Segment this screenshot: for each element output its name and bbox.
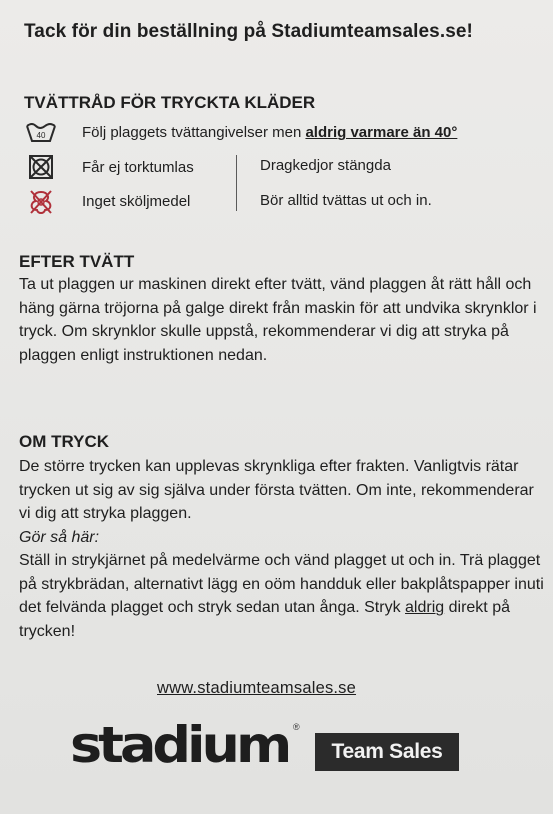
ironing-instructions: [19, 549, 544, 643]
after-wash-heading: EFTER TVÄTT: [19, 252, 135, 271]
care-text-wash-plain: Följ plaggets tvättangivelser men: [82, 123, 306, 141]
care-divider: [236, 155, 237, 211]
about-print-intro: De större trycken kan upplevas skrynkliga efter frakten. Vanligtvis rätar trycken ut sig av sig själva under första tvätten. Om inte, rekommenderar vi dig att stryka plaggen.: [19, 458, 534, 522]
zipper-note: Dragkedjor stängda: [260, 157, 391, 174]
care-text-wash: [82, 124, 457, 141]
about-print-text: [19, 455, 544, 643]
care-text-softener: Inget sköljmedel: [82, 192, 191, 210]
inside-out-note: Bör alltid tvättas ut och in.: [260, 192, 432, 209]
ironing-text-end: direkt på trycken!: [19, 599, 510, 640]
no-fabric-softener-icon: [24, 188, 58, 214]
no-tumble-dry-icon: [24, 154, 58, 180]
wash-temp-label: 40: [36, 131, 46, 140]
after-wash-text: Ta ut plaggen ur maskinen direkt efter tvätt, vänd plaggen åt rätt håll och häng gärna tröjorna på galge direkt från maskin för att undvika skrynklor i tryck. Om skrynklor skulle uppstå, rekommenderar vi dig att stryka på plaggen enligt instruktionen nedan.: [19, 276, 537, 364]
ironing-text-start: Ställ in strykjärnet på medelvärme och vänd plagget ut och in. Trä plagget på strykbrädan, alternativt lägg en oöm handduk eller bakplåtspapper inuti det felvända plagget och stryk sedan utan ånga. Stryk: [19, 552, 544, 616]
registered-mark: ®: [293, 722, 300, 732]
ironing-text-emphasis: aldrig: [405, 599, 445, 616]
wash-care-heading: TVÄTTRÅD FÖR TRYCKTA KLÄDER: [24, 93, 316, 112]
wash-40-icon: [24, 119, 58, 145]
care-row-softener: [24, 186, 191, 216]
website-link[interactable]: www.stadiumteamsales.se: [157, 679, 357, 697]
howto-label: Gör så här:: [19, 528, 100, 546]
care-text-tumble: Får ej torktumlas: [82, 158, 194, 176]
team-sales-badge: Team Sales: [315, 733, 459, 771]
care-row-tumble: [24, 152, 194, 182]
care-row-wash: [24, 117, 458, 147]
about-print-heading: OM TRYCK: [19, 432, 110, 451]
page-title: Tack för din beställning på Stadiumteamsales.se!: [24, 21, 473, 42]
care-text-wash-emphasis: aldrig varmare än 40°: [305, 123, 458, 141]
stadium-logo: stadium: [70, 716, 289, 775]
